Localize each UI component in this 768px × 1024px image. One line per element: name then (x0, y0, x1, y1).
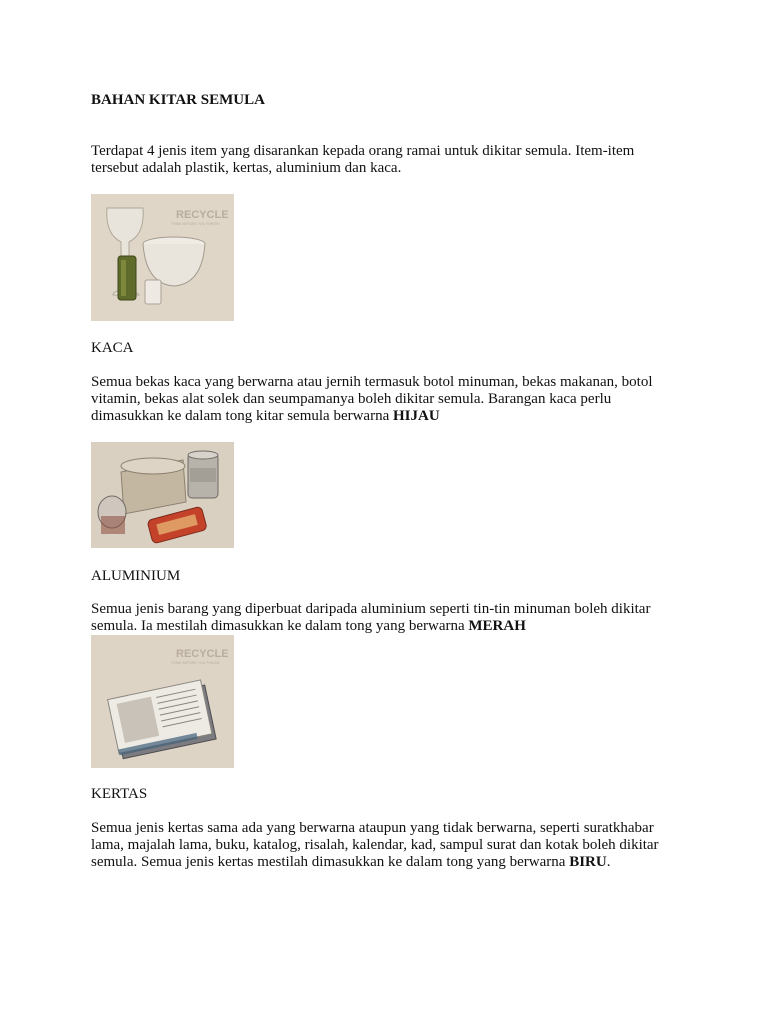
recycle-logo-word: RECYCLE (176, 648, 229, 660)
intro-paragraph: Terdapat 4 jenis item yang disarankan kepada orang ramai untuk dikitar semula. Item-item tersebut adalah plastik, kertas, aluminium dan kaca. (91, 143, 635, 176)
bin-color-biru: BIRU (569, 854, 607, 870)
paper-items-photo (91, 635, 234, 768)
section-heading-kaca: KACA (91, 340, 134, 356)
section-body-kaca (91, 374, 681, 425)
section-body-text: Semua jenis kertas sama ada yang berwarna ataupun yang tidak berwarna, seperti suratkhabar lama, majalah lama, buku, katalog, risalah, kalendar, kad, sampul surat dan kotak boleh dikitar semula. Semua jenis kertas mestilah dimasukkan ke dalam tong yang berwarna (91, 820, 659, 870)
aluminium-cans-photo (91, 442, 234, 548)
section-body-tail: . (606, 854, 611, 870)
bin-color-hijau: HIJAU (393, 408, 440, 424)
bin-color-merah: MERAH (468, 618, 526, 634)
section-heading-aluminium: ALUMINIUM (91, 568, 181, 584)
recycle-logo-tagline: THINK BEFORE YOU THROW (171, 222, 220, 226)
section-body-text: Semua jenis barang yang diperbuat daripada aluminium seperti tin-tin minuman boleh dikitar semula. Ia mestilah dimasukkan ke dalam tong yang berwarna (91, 601, 651, 634)
recycle-logo-tagline: THINK BEFORE YOU THROW (171, 661, 220, 665)
recycle-logo-word: RECYCLE (176, 209, 229, 221)
section-heading-kertas: KERTAS (91, 786, 148, 802)
section-body-text: Semua bekas kaca yang berwarna atau jernih termasuk botol minuman, bekas makanan, botol vitamin, bekas alat solek dan seumpamanya boleh dikitar semula. Barangan kaca perlu dimasukkan ke dalam tong kitar semula berwarna (91, 374, 653, 424)
glass-items-photo (91, 194, 234, 321)
section-body-aluminium (91, 601, 681, 635)
page-title: BAHAN KITAR SEMULA (91, 92, 265, 108)
section-body-kertas (91, 820, 681, 871)
